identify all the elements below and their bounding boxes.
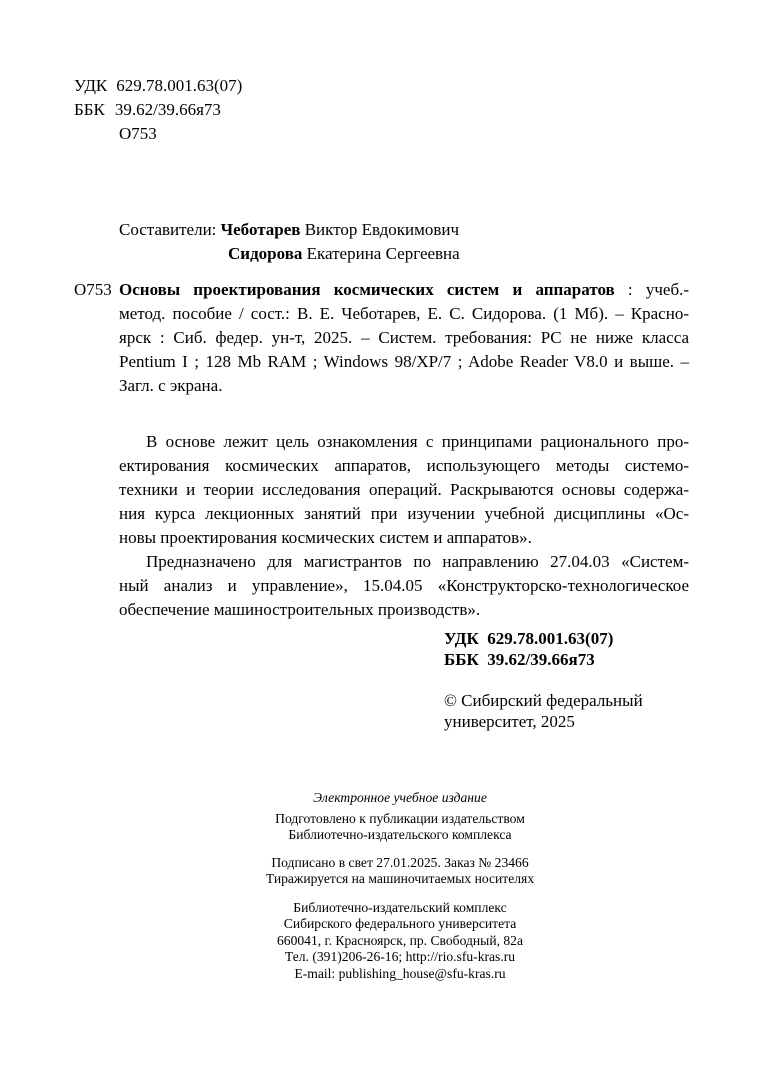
compiler-2-names: Екатерина Сергеевна xyxy=(306,244,460,263)
compiler-1-names: Виктор Евдокимович xyxy=(304,220,460,239)
edition-type: Электронное учебное издание xyxy=(313,790,487,805)
abstract-p1-line: ектирования космических аппаратов, использующего методы системо- xyxy=(119,456,689,475)
bib-line-2: метод. пособие / сост.: В. Е. Чеботарев, Е. С. Сидорова. (1 Мб). – Красно- xyxy=(119,304,689,323)
prepared-line-2: Библиотечно-издательского комплекса xyxy=(288,827,512,842)
bib-description xyxy=(119,278,689,398)
abstract-p1-line: новы проектирования космических систем и аппаратов». xyxy=(119,528,532,547)
bib-line-1-rest: : учеб.- xyxy=(627,280,689,299)
email-line: E-mail: publishing_house@sfu-kras.ru xyxy=(294,965,506,981)
bib-line-3: ярск : Сиб. федер. ун-т, 2025. – Систем. требования: PC не ниже класса xyxy=(119,328,689,347)
bbk-repeat: ББК 39.62/39.66я73 xyxy=(444,650,595,669)
bib-line-1 xyxy=(119,278,689,302)
compilers-row-1 xyxy=(119,218,459,242)
signed-line: Подписано в свет 27.01.2025. Заказ № 23466 xyxy=(271,854,529,870)
replicated-line: Тиражируется на машиночитаемых носителях xyxy=(265,871,535,886)
copyright-line-2: университет, 2025 xyxy=(444,712,575,731)
bbk-row xyxy=(74,98,374,122)
address-line: 660041, г. Красноярск, пр. Свободный, 82а xyxy=(276,932,524,948)
book-title: Основы проектирования космических систем и аппаратов xyxy=(119,280,615,299)
compilers-label: Составители: xyxy=(119,220,217,239)
classification-block xyxy=(74,74,374,146)
bib-line-5: Загл. с экрана. xyxy=(119,376,223,395)
abstract-p1-line: В основе лежит цель ознакомления с принципами рационального про- xyxy=(146,432,689,451)
copyright-line-1: © Сибирский федеральный xyxy=(444,691,643,710)
publisher-line-1: Библиотечно-издательский комплекс xyxy=(293,899,507,915)
abstract-p2-line: ный анализ и управление», 15.04.05 «Конструкторско-технологическое xyxy=(119,576,689,595)
imprint xyxy=(200,790,600,982)
bib-mark: О753 xyxy=(74,280,112,299)
abstract-p2-line: обеспечение машиностроительных производств». xyxy=(119,600,481,619)
udk-label: УДК xyxy=(74,76,108,95)
bbk-value: 39.62/39.66я73 xyxy=(114,100,221,119)
abstract-p2-line: Предназначено для магистрантов по направлению 27.04.03 «Систем- xyxy=(146,552,689,571)
phone-line: Тел. (391)206-26-16; http://rio.sfu-kras.ru xyxy=(284,949,516,964)
bbk-label: ББК xyxy=(74,100,105,119)
classification-repeat xyxy=(444,628,694,670)
udk-value: 629.78.001.63(07) xyxy=(116,76,243,95)
copyright xyxy=(444,690,704,732)
compiler-1-surname: Чеботарев xyxy=(220,220,301,239)
compilers-row-2 xyxy=(228,242,460,266)
compiler-2-surname: Сидорова xyxy=(228,244,303,263)
abstract xyxy=(119,430,689,622)
prepared-line-1: Подготовлено к публикации издательством xyxy=(275,810,525,826)
abstract-p1-line: ния курса лекционных занятий при изучении учебной дисциплины «Ос- xyxy=(119,504,689,523)
publisher-line-2: Сибирского федерального университета xyxy=(283,916,517,931)
author-mark: О753 xyxy=(119,124,157,143)
abstract-p1-line: техники и теории исследования операций. Раскрываются основы содержа- xyxy=(119,480,689,499)
bib-line-4: Pentium I ; 128 Mb RAM ; Windows 98/XP/7 ; Adobe Reader V8.0 и выше. – xyxy=(119,352,689,371)
udk-row xyxy=(74,74,374,98)
udk-repeat: УДК 629.78.001.63(07) xyxy=(444,629,614,648)
